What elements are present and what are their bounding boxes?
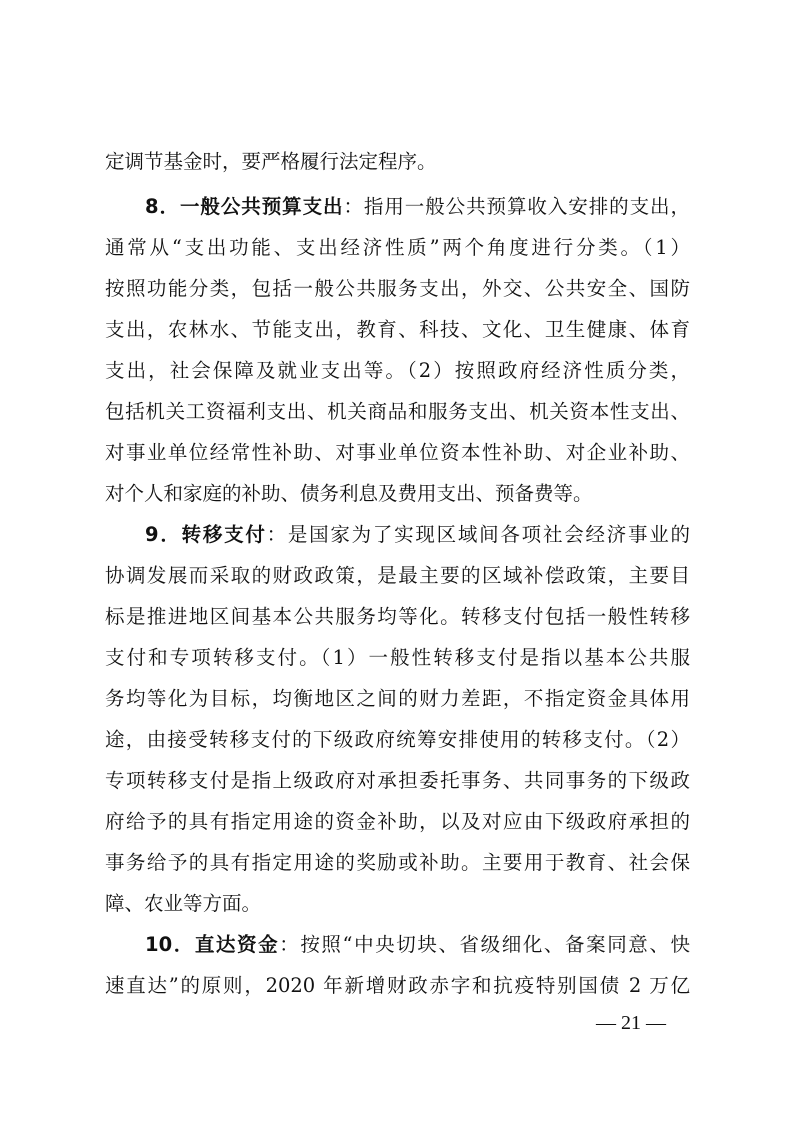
section-8-heading: 8．一般公共预算支出 [145,195,344,218]
section-8-line: 对个人和家庭的补助、债务利息及费用支出、预备费等。 [105,482,593,505]
section-9-heading: 9．转移支付 [145,523,267,546]
section-9-line: 事务给予的具有指定用途的奖励或补助。主要用于教育、社会保 [105,851,690,874]
section-10-line: 速直达”的原则，2020 年新增财政赤字和抗疫特别国债 2 万亿 [105,974,690,997]
section-8-first-line: 8．一般公共预算支出：指用一般公共预算收入安排的支出， [145,195,690,218]
section-8-line: 通常从“支出功能、支出经济性质”两个角度进行分类。（1） [105,236,690,259]
page-number: — 21 — [596,1012,666,1034]
section-9-line: 支付和专项转移支付。（1）一般性转移支付是指以基本公共服 [105,646,690,669]
section-9-first-line: 9．转移支付：是国家为了实现区域间各项社会经济事业的 [145,523,690,546]
section-8-line: 包括机关工资福利支出、机关商品和服务支出、机关资本性支出、 [105,400,690,423]
section-10-first-line: 10．直达资金：按照“中央切块、省级细化、备案同意、快 [145,933,690,956]
section-10-heading: 10．直达资金 [145,933,280,956]
section-9-line: 标是推进地区间基本公共服务均等化。转移支付包括一般性转移 [105,605,690,628]
section-9-line: 障、农业等方面。 [105,892,262,915]
section-9-line: 途，由接受转移支付的下级政府统筹安排使用的转移支付。（2） [105,728,690,751]
section-9-line: 务均等化为目标，均衡地区之间的财力差距，不指定资金具体用 [105,687,690,710]
section-9-line: 府给予的具有指定用途的资金补助，以及对应由下级政府承担的 [105,810,690,833]
section-8-line: 支出，社会保障及就业支出等。（2）按照政府经济性质分类， [105,359,690,382]
section-8-line: 对事业单位经常性补助、对事业单位资本性补助、对企业补助、 [105,441,690,464]
section-9-line: 协调发展而采取的财政政策，是最主要的区域补偿政策，主要目 [105,564,690,587]
section-8-line: 按照功能分类，包括一般公共服务支出，外交、公共安全、国防 [105,277,690,300]
continuation-line: 定调节基金时，要严格履行法定程序。 [105,150,437,173]
section-9-line: 专项转移支付是指上级政府对承担委托事务、共同事务的下级政 [105,769,690,792]
section-8-line: 支出，农林水、节能支出，教育、科技、文化、卫生健康、体育 [105,318,690,341]
